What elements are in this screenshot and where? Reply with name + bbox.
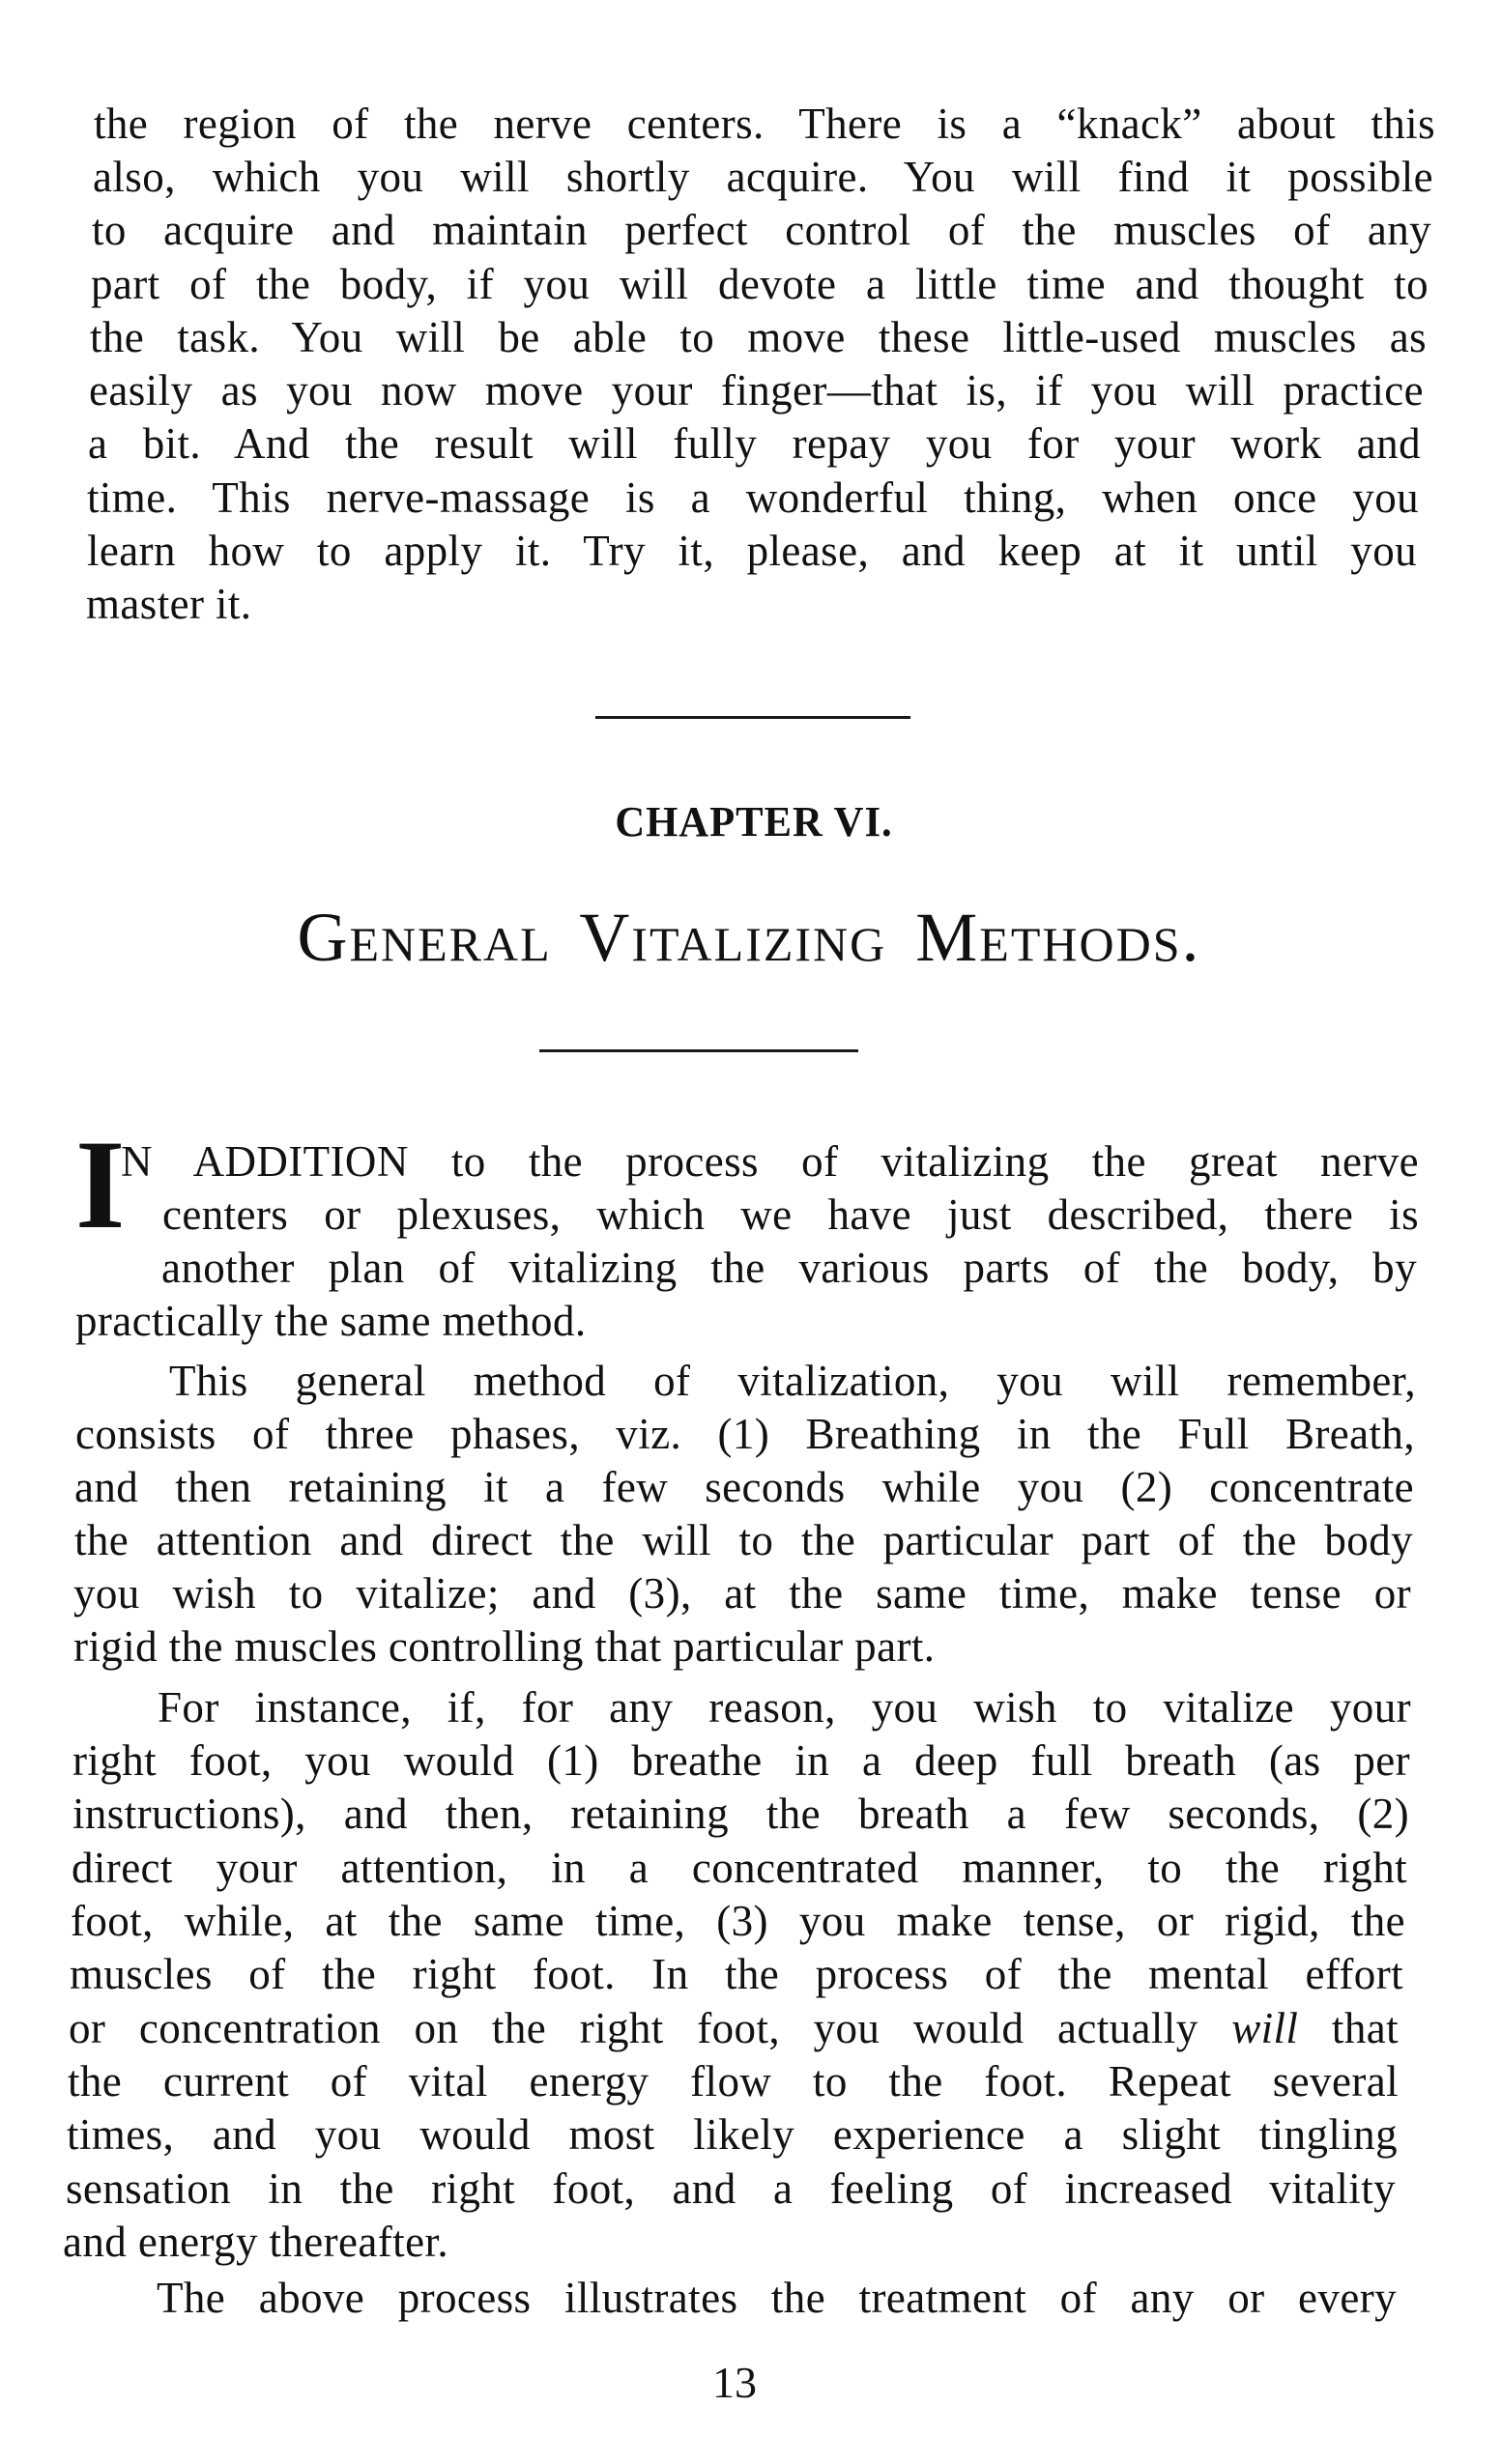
text-line: the current of vital energy flow to the foot. Repeat several <box>68 2057 1399 2106</box>
text-line: and then retaining it a few seconds while you (2) concentrate <box>74 1463 1414 1511</box>
text-line: muscles of the right foot. In the process of the mental effort <box>70 1950 1403 1998</box>
text-line: another plan of vitalizing the various parts of the body, by <box>161 1244 1417 1292</box>
text-line: sensation in the right foot, and a feeling of increased vitality <box>66 2164 1396 2213</box>
text-line: rigid the muscles controlling that particular part. <box>73 1622 936 1671</box>
text-line: learn how to apply it. Try it, please, and keep at it until you <box>87 527 1417 575</box>
text-segment: that <box>1331 2004 1399 2052</box>
text-line: foot, while, at the same time, (3) you make tense, or rigid, the <box>71 1897 1405 1945</box>
text-line: For instance, if, for any reason, you wish to vitalize your <box>158 1683 1411 1732</box>
emphasized-word: will <box>1231 2004 1299 2052</box>
text-line: instructions), and then, retaining the breath a few seconds, (2) <box>72 1790 1409 1838</box>
text-line: also, which you will shortly acquire. You will find it possible <box>93 153 1433 201</box>
text-line <box>69 2001 1399 2055</box>
page-number: 13 <box>712 2358 757 2407</box>
text-line: and energy thereafter. <box>63 2218 449 2266</box>
text-line: N ADDITION to the process of vitalizing the great nerve <box>121 1137 1419 1186</box>
text-segment: or concentration on the right foot, you would actually <box>69 2004 1198 2052</box>
text-line: a bit. And the result will fully repay you for your work and <box>88 419 1421 468</box>
text-line: part of the body, if you will devote a little time and thought to <box>91 260 1429 308</box>
drop-cap: I <box>75 1113 126 1255</box>
text-line: times, and you would most likely experience a slight tingling <box>67 2110 1398 2159</box>
text-line: the region of the nerve centers. There is a “knack” about this <box>94 100 1435 148</box>
text-line: you wish to vitalize; and (3), at the same time, make tense or <box>73 1569 1411 1618</box>
text-line: the attention and direct the will to the particular part of the body <box>74 1516 1413 1564</box>
text-line: right foot, you would (1) breathe in a deep full breath (as per <box>72 1736 1410 1785</box>
text-line: the task. You will be able to move these little-used muscles as <box>90 313 1427 361</box>
bottom-rule-divider <box>539 1049 858 1052</box>
chapter-title: General Vitalizing Methods. <box>297 899 1201 976</box>
text-line: easily as you now move your finger—that is, if you will practice <box>89 366 1424 415</box>
text-line: practically the same method. <box>75 1297 587 1345</box>
chapter-label: CHAPTER VI. <box>615 798 893 845</box>
text-line: The above process illustrates the treatment of any or every <box>157 2274 1397 2322</box>
text-line: consists of three phases, viz. (1) Breathing in the Full Breath, <box>75 1410 1415 1458</box>
text-line: time. This nerve-massage is a wonderful thing, when once you <box>87 473 1419 522</box>
text-line: centers or plexuses, which we have just described, there is <box>162 1190 1419 1239</box>
text-line: master it. <box>86 580 252 628</box>
top-rule-divider <box>595 716 910 719</box>
text-line: to acquire and maintain perfect control of the muscles of any <box>92 206 1431 254</box>
text-line: direct your attention, in a concentrated manner, to the right <box>72 1844 1407 1892</box>
text-line: This general method of vitalization, you will remember, <box>169 1357 1416 1405</box>
